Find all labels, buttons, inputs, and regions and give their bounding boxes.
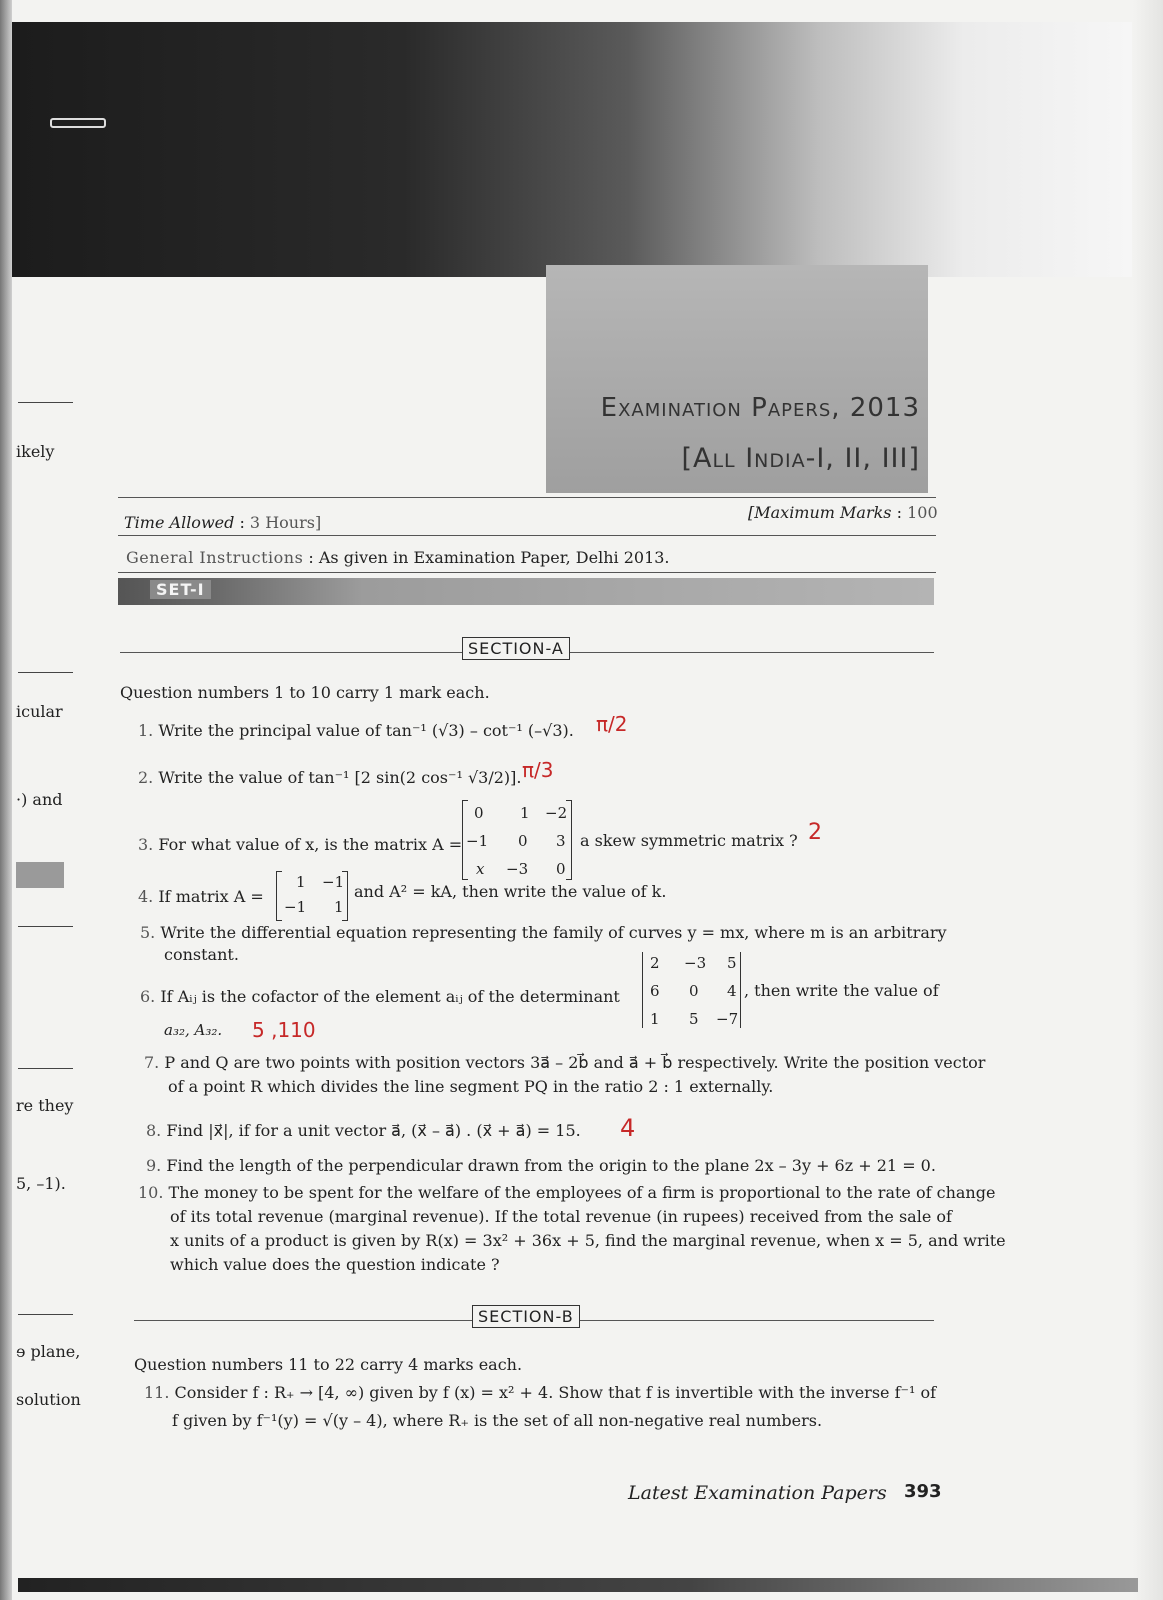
general-instructions bbox=[126, 548, 670, 567]
margin-rule bbox=[18, 926, 73, 927]
matrix-a-cell: −3 bbox=[506, 860, 529, 878]
question-3: 3. For what value of x, is the matrix A = bbox=[138, 835, 463, 854]
matrix-b-cell: 1 bbox=[334, 898, 344, 916]
matrix-a-cell: x bbox=[476, 860, 485, 878]
time-label: Time Allowed bbox=[124, 513, 235, 532]
margin-fragment: re they bbox=[16, 1096, 74, 1115]
instructions-value: : As given in Examination Paper, Delhi 2013. bbox=[308, 548, 670, 567]
question-5-line2: constant. bbox=[164, 945, 239, 964]
scan-left-edge bbox=[0, 0, 12, 1600]
question-10-line3: x units of a product is given by R(x) = 3x² + 36x + 5, find the marginal revenue, when x = 5, and write bbox=[170, 1231, 1006, 1250]
margin-fragment: 5, –1). bbox=[16, 1174, 66, 1193]
matrix-b-cell: −1 bbox=[284, 898, 307, 916]
set-bar bbox=[118, 578, 934, 605]
determinant-cell: 1 bbox=[650, 1010, 660, 1028]
margin-fragment: icular bbox=[16, 702, 63, 721]
handwritten-answer-8: 4 bbox=[620, 1114, 636, 1142]
question-7: 7. P and Q are two points with position vectors 3a⃗ – 2b⃗ and a⃗ + b⃗ respectively. Write the position vector bbox=[144, 1053, 986, 1072]
determinant-cell: −7 bbox=[716, 1010, 739, 1028]
question-10-line2: of its total revenue (marginal revenue). If the total revenue (in rupees) received from the sale of bbox=[170, 1207, 952, 1226]
margin-rule bbox=[18, 402, 73, 403]
question-6: 6. If Aᵢⱼ is the cofactor of the element aᵢⱼ of the determinant bbox=[140, 987, 620, 1006]
matrix-a-cell: 0 bbox=[556, 860, 566, 878]
question-4: 4. If matrix A = bbox=[138, 887, 264, 906]
determinant-bar-right bbox=[740, 952, 741, 1028]
handwritten-answer-2: π/3 bbox=[522, 758, 554, 782]
footer-book-title: Latest Examination Papers bbox=[628, 1482, 887, 1504]
determinant-cell: 5 bbox=[689, 1010, 699, 1028]
question-2: 2. Write the value of tan⁻¹ [2 sin(2 cos⁻¹ √3/2)]. bbox=[138, 768, 522, 787]
determinant-cell: 4 bbox=[727, 982, 737, 1000]
question-10: 10. The money to be spent for the welfare of the employees of a firm is proportional to the rate of change bbox=[138, 1183, 996, 1202]
matrix-b-cell: −1 bbox=[322, 873, 345, 891]
marks-value: 100 bbox=[907, 503, 938, 522]
question-10-line4: which value does the question indicate ? bbox=[170, 1255, 500, 1274]
question-1: 1. Write the principal value of tan⁻¹ (√3) – cot⁻¹ (–√3). bbox=[138, 721, 574, 740]
title-box bbox=[546, 265, 928, 493]
determinant-cell: −3 bbox=[684, 954, 707, 972]
question-11: 11. Consider f : R₊ → [4, ∞) given by f (x) = x² + 4. Show that f is invertible with the inverse f⁻¹ of bbox=[144, 1383, 937, 1402]
page-number: 393 bbox=[904, 1481, 942, 1502]
set-label: SET-I bbox=[150, 580, 211, 599]
marks-label: [Maximum Marks bbox=[748, 503, 892, 522]
margin-gray-block bbox=[16, 862, 64, 888]
exam-title: Examination Papers, 2013 bbox=[600, 393, 920, 423]
margin-rule bbox=[18, 1314, 73, 1315]
question-8: 8. Find |x⃗|, if for a unit vector a⃗, (x⃗ – a⃗) . (x⃗ + a⃗) = 15. bbox=[146, 1121, 581, 1140]
section-a-intro: Question numbers 1 to 10 carry 1 mark each. bbox=[120, 683, 490, 702]
margin-rule bbox=[18, 672, 73, 673]
question-6-tail: , then write the value of bbox=[744, 981, 939, 1000]
matrix-bracket-right bbox=[566, 800, 572, 880]
section-b-heading: SECTION-B bbox=[472, 1305, 580, 1328]
matrix-a-cell: 3 bbox=[556, 832, 566, 850]
dark-scan-band bbox=[12, 22, 1132, 277]
staple-clip bbox=[50, 118, 106, 128]
margin-fragment: solution bbox=[16, 1390, 81, 1409]
determinant-cell: 0 bbox=[689, 982, 699, 1000]
margin-fragment: ikely bbox=[16, 442, 55, 461]
maximum-marks: [Maximum Marks : 100 bbox=[748, 503, 938, 522]
matrix-bracket-left bbox=[276, 871, 282, 921]
question-3-tail: a skew symmetric matrix ? bbox=[580, 831, 798, 850]
matrix-b-cell: 1 bbox=[296, 873, 306, 891]
question-6-line2: a₃₂, A₃₂. bbox=[164, 1021, 223, 1039]
margin-rule bbox=[18, 1068, 73, 1069]
determinant-bar-left bbox=[642, 952, 643, 1028]
section-a-heading: SECTION-A bbox=[462, 637, 570, 660]
handwritten-answer-1: π/2 bbox=[596, 712, 628, 736]
bottom-scan-band bbox=[18, 1578, 1138, 1592]
determinant-cell: 2 bbox=[650, 954, 660, 972]
question-5: 5. Write the differential equation representing the family of curves y = mx, where m is an arbitrary bbox=[140, 923, 947, 942]
matrix-a-cell: 0 bbox=[518, 832, 528, 850]
determinant-cell: 6 bbox=[650, 982, 660, 1000]
time-allowed: Time Allowed : 3 Hours] bbox=[124, 513, 322, 532]
matrix-a-cell: 0 bbox=[474, 804, 484, 822]
matrix-a-cell: −1 bbox=[466, 832, 489, 850]
time-value: 3 Hours] bbox=[249, 513, 322, 532]
matrix-a-cell: −2 bbox=[545, 804, 568, 822]
margin-fragment: ·) and bbox=[16, 790, 63, 809]
rule bbox=[118, 535, 936, 536]
question-9: 9. Find the length of the perpendicular drawn from the origin to the plane 2x – 3y + 6z + 21 = 0. bbox=[146, 1156, 936, 1175]
determinant-cell: 5 bbox=[727, 954, 737, 972]
exam-subtitle: [All India-I, II, III] bbox=[681, 443, 920, 474]
question-4-tail: and A² = kA, then write the value of k. bbox=[354, 882, 667, 901]
handwritten-answer-3: 2 bbox=[808, 820, 822, 845]
scan-right-edge bbox=[1133, 0, 1163, 1600]
rule bbox=[118, 572, 936, 573]
matrix-a-cell: 1 bbox=[520, 804, 530, 822]
margin-fragment: ɘ plane, bbox=[16, 1342, 81, 1361]
handwritten-answer-6: 5 ,110 bbox=[252, 1018, 316, 1042]
question-7-line2: of a point R which divides the line segment PQ in the ratio 2 : 1 externally. bbox=[168, 1077, 774, 1096]
instructions-label: General Instructions bbox=[126, 548, 304, 567]
question-11-line2: f given by f⁻¹(y) = √(y – 4), where R₊ is the set of all non-negative real numbers. bbox=[172, 1411, 823, 1430]
section-b-intro: Question numbers 11 to 22 carry 4 marks each. bbox=[134, 1355, 523, 1374]
rule bbox=[118, 497, 936, 498]
matrix-bracket-right bbox=[342, 871, 348, 921]
